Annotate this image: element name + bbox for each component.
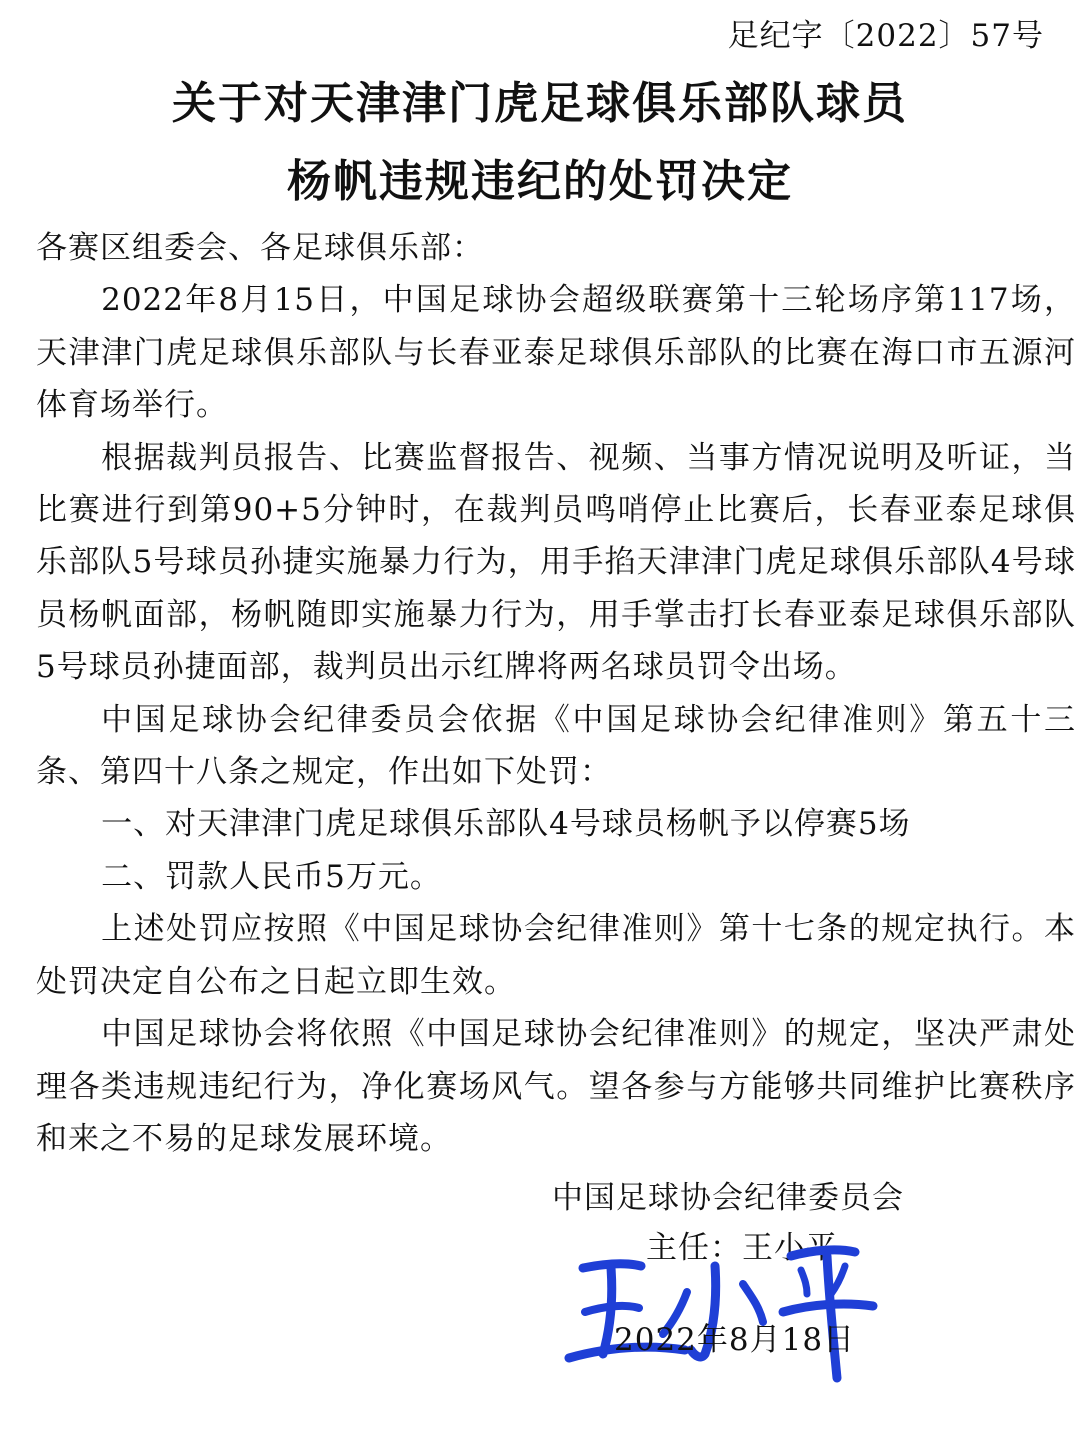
paragraph-match-info: 2022年8月15日，中国足球协会超级联赛第十三轮场序第117场，天津津门虎足球俱乐部队与长春亚泰足球俱乐部队的比赛在海口市五源河体育场举行。 (36, 282, 1076, 424)
handwritten-signature (555, 1226, 885, 1386)
penalty-item-fine: 二、罚款人民币5万元。 (101, 858, 442, 895)
paragraph-legal-basis: 中国足球协会纪律委员会依据《中国足球协会纪律准则》第五十三条、第四十八条之规定，作出如下处罚： (36, 701, 1076, 791)
penalty-item-suspension: 一、对天津津门虎足球俱乐部队4号球员杨帆予以停赛5场 (101, 806, 911, 843)
paragraph-closing: 中国足球协会将依照《中国足球协会纪律准则》的规定，坚决严肃处理各类违规违纪行为，净化赛场风气。望各参与方能够共同维护比赛秩序和来之不易的足球发展环境。 (36, 1016, 1076, 1157)
document-body (36, 222, 1076, 1165)
signature-director: 主任：王小平 (646, 1230, 838, 1266)
document-title-line-1: 关于对天津津门虎足球俱乐部队球员 (172, 78, 908, 129)
document-title-line-2: 杨帆违规违纪的处罚决定 (287, 156, 793, 207)
paragraph-incident: 根据裁判员报告、比赛监督报告、视频、当事方情况说明及听证，当比赛进行到第90+5分钟时，在裁判员鸣哨停止比赛后，长春亚泰足球俱乐部队5号球员孙捷实施暴力行为，用手掐天津津门虎足球俱乐部队4号球员杨帆面部，杨帆随即实施暴力行为，用手掌击打长春亚泰足球俱乐部队5号球员孙捷面部，裁判员出示红牌将两名球员罚令出场。 (36, 439, 1076, 686)
document-number: 足纪字〔2022〕57号 (727, 18, 1044, 54)
paragraph-execution: 上述处罚应按照《中国足球协会纪律准则》第十七条的规定执行。本处罚决定自公布之日起立即生效。 (36, 911, 1076, 1000)
decision-date: 2022年8月18日 (614, 1322, 856, 1358)
signature-organization: 中国足球协会纪律委员会 (552, 1180, 904, 1216)
salutation: 各赛区组委会、各足球俱乐部： (36, 230, 484, 266)
